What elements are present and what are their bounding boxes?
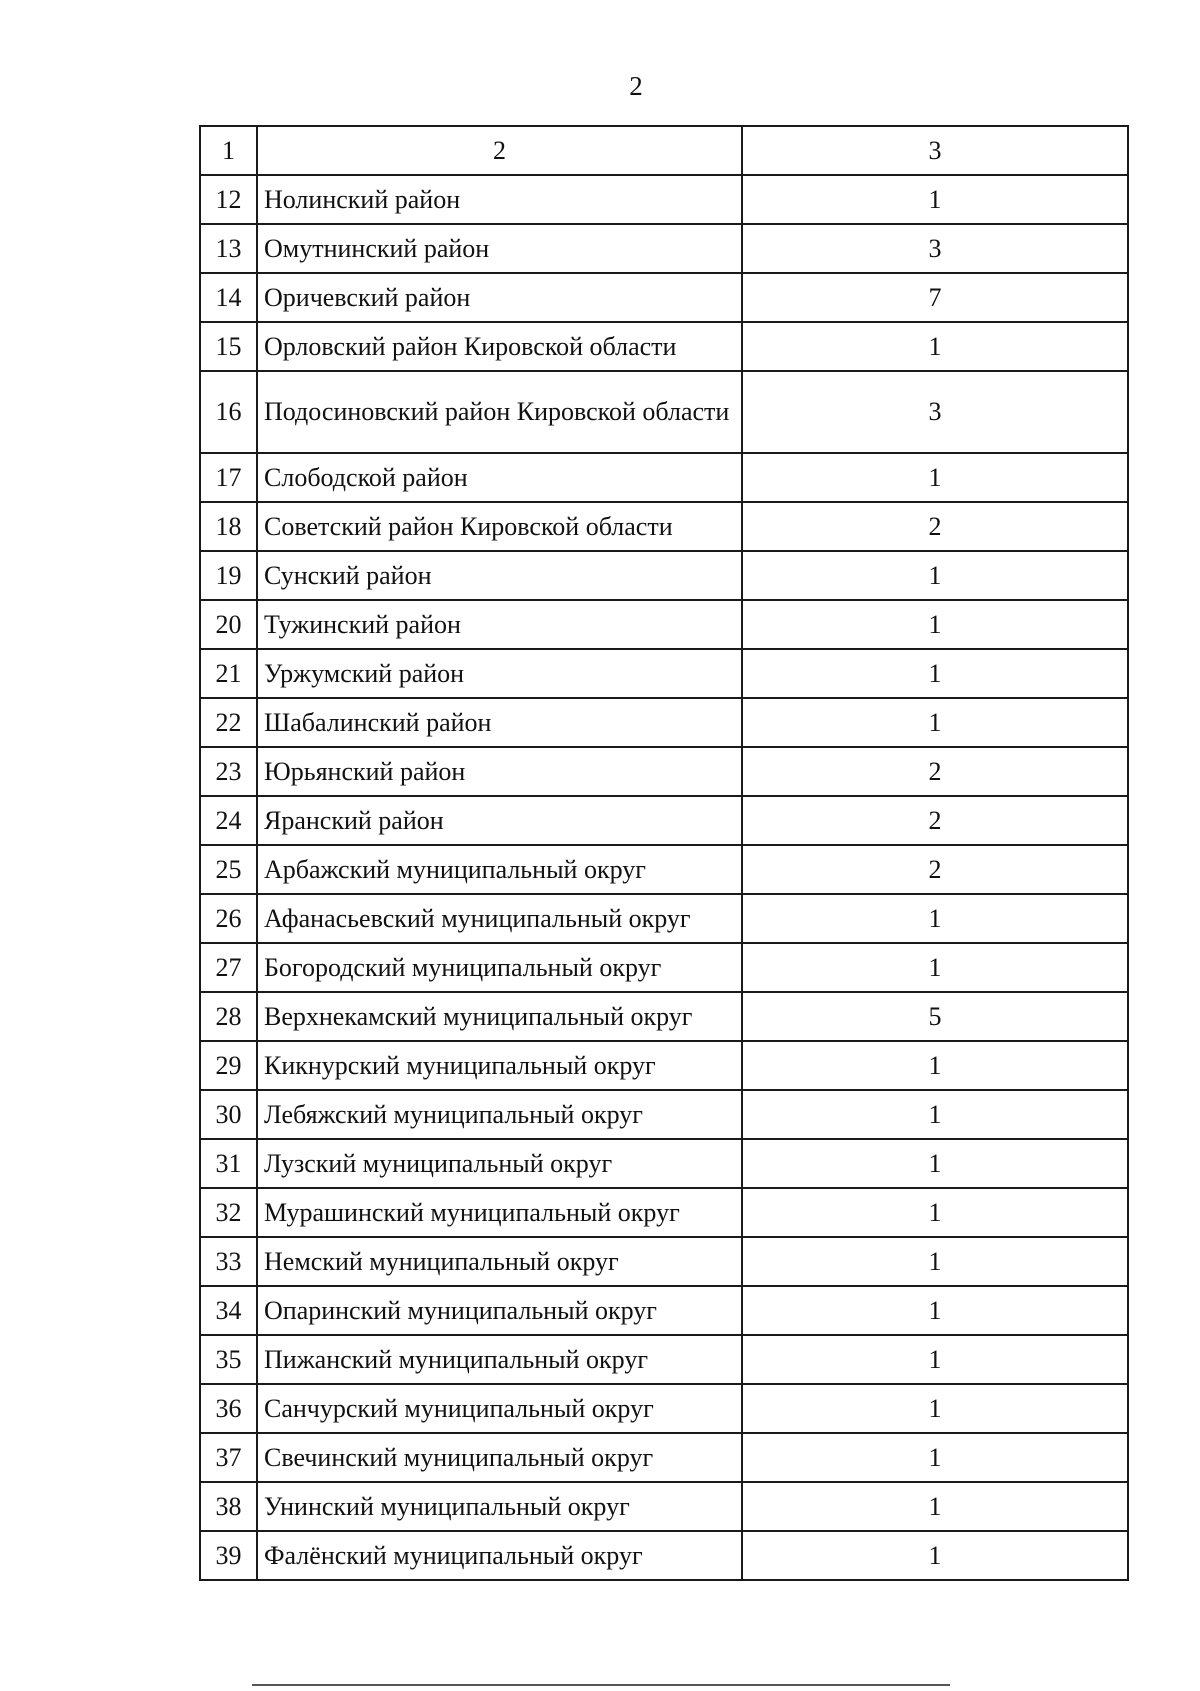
- municipality-name: Тужинский район: [257, 600, 742, 649]
- row-number: 32: [200, 1188, 257, 1237]
- row-value: 1: [742, 1286, 1128, 1335]
- row-value: 1: [742, 551, 1128, 600]
- table-row: [200, 175, 1128, 224]
- row-value: 2: [742, 796, 1128, 845]
- row-number: 38: [200, 1482, 257, 1531]
- municipality-name: Слободской район: [257, 453, 742, 502]
- row-value: 3: [742, 224, 1128, 273]
- municipality-name: Пижанский муниципальный округ: [257, 1335, 742, 1384]
- municipality-name: Омутнинский район: [257, 224, 742, 273]
- table-row: [200, 502, 1128, 551]
- table-row: [200, 1335, 1128, 1384]
- municipality-name: Лузский муниципальный округ: [257, 1139, 742, 1188]
- row-number: 18: [200, 502, 257, 551]
- table-header-row: [200, 126, 1128, 175]
- row-number: 31: [200, 1139, 257, 1188]
- row-number: 21: [200, 649, 257, 698]
- row-number: 26: [200, 894, 257, 943]
- municipality-name: Оричевский район: [257, 273, 742, 322]
- row-value: 1: [742, 1237, 1128, 1286]
- row-number: 35: [200, 1335, 257, 1384]
- row-number: 34: [200, 1286, 257, 1335]
- table-row: [200, 273, 1128, 322]
- table-row: [200, 1188, 1128, 1237]
- municipality-table: [199, 125, 1129, 1581]
- table-row: [200, 1139, 1128, 1188]
- municipality-name: Фалёнский муниципальный округ: [257, 1531, 742, 1580]
- row-number: 29: [200, 1041, 257, 1090]
- row-value: 3: [742, 371, 1128, 453]
- row-value: 1: [742, 1090, 1128, 1139]
- row-value: 1: [742, 1188, 1128, 1237]
- table-row: [200, 322, 1128, 371]
- municipality-name: Опаринский муниципальный округ: [257, 1286, 742, 1335]
- footer-divider: [252, 1684, 950, 1686]
- municipality-name: Богородский муниципальный округ: [257, 943, 742, 992]
- municipality-name: Советский район Кировской области: [257, 502, 742, 551]
- row-value: 2: [742, 502, 1128, 551]
- row-value: 1: [742, 1335, 1128, 1384]
- row-value: 1: [742, 1433, 1128, 1482]
- municipality-name: Подосиновский район Кировской области: [257, 371, 742, 453]
- row-value: 1: [742, 322, 1128, 371]
- row-value: 1: [742, 1482, 1128, 1531]
- row-value: 1: [742, 649, 1128, 698]
- municipality-name: Яранский район: [257, 796, 742, 845]
- municipality-name: Шабалинский район: [257, 698, 742, 747]
- row-value: 1: [742, 698, 1128, 747]
- table-row: [200, 943, 1128, 992]
- table-row: [200, 1237, 1128, 1286]
- table-row: [200, 992, 1128, 1041]
- row-number: 25: [200, 845, 257, 894]
- row-value: 1: [742, 1384, 1128, 1433]
- municipality-name: Свечинский муниципальный округ: [257, 1433, 742, 1482]
- table-row: [200, 1531, 1128, 1580]
- row-value: 1: [742, 894, 1128, 943]
- municipality-name: Уржумский район: [257, 649, 742, 698]
- municipality-name: Санчурский муниципальный округ: [257, 1384, 742, 1433]
- row-number: 24: [200, 796, 257, 845]
- row-value: 1: [742, 1531, 1128, 1580]
- table-row: [200, 1286, 1128, 1335]
- row-number: 36: [200, 1384, 257, 1433]
- table-row: [200, 1041, 1128, 1090]
- header-col-3: 3: [742, 126, 1128, 175]
- table-row: [200, 796, 1128, 845]
- municipality-name: Нолинский район: [257, 175, 742, 224]
- table-row: [200, 845, 1128, 894]
- municipality-name: Сунский район: [257, 551, 742, 600]
- table-row: [200, 1090, 1128, 1139]
- table-row: [200, 1384, 1128, 1433]
- row-value: 1: [742, 600, 1128, 649]
- row-number: 27: [200, 943, 257, 992]
- municipality-name: Немский муниципальный округ: [257, 1237, 742, 1286]
- row-number: 13: [200, 224, 257, 273]
- row-number: 22: [200, 698, 257, 747]
- table-row: [200, 371, 1128, 453]
- municipality-name: Арбажский муниципальный округ: [257, 845, 742, 894]
- row-value: 1: [742, 453, 1128, 502]
- table-row: [200, 1482, 1128, 1531]
- row-number: 33: [200, 1237, 257, 1286]
- row-value: 1: [742, 175, 1128, 224]
- row-number: 28: [200, 992, 257, 1041]
- municipality-name: Орловский район Кировской области: [257, 322, 742, 371]
- row-number: 12: [200, 175, 257, 224]
- row-value: 2: [742, 845, 1128, 894]
- row-value: 7: [742, 273, 1128, 322]
- row-number: 17: [200, 453, 257, 502]
- header-col-2: 2: [257, 126, 742, 175]
- row-value: 1: [742, 943, 1128, 992]
- row-number: 14: [200, 273, 257, 322]
- table-row: [200, 453, 1128, 502]
- table-row: [200, 224, 1128, 273]
- table-row: [200, 551, 1128, 600]
- row-value: 5: [742, 992, 1128, 1041]
- municipality-name: Верхнекамский муниципальный округ: [257, 992, 742, 1041]
- table-row: [200, 1433, 1128, 1482]
- row-number: 19: [200, 551, 257, 600]
- municipality-name: Афанасьевский муниципальный округ: [257, 894, 742, 943]
- municipality-name: Юрьянский район: [257, 747, 742, 796]
- municipality-name: Мурашинский муниципальный округ: [257, 1188, 742, 1237]
- row-value: 1: [742, 1041, 1128, 1090]
- row-number: 37: [200, 1433, 257, 1482]
- row-number: 30: [200, 1090, 257, 1139]
- row-number: 39: [200, 1531, 257, 1580]
- row-number: 23: [200, 747, 257, 796]
- row-value: 2: [742, 747, 1128, 796]
- municipality-name: Лебяжский муниципальный округ: [257, 1090, 742, 1139]
- row-number: 20: [200, 600, 257, 649]
- table-row: [200, 894, 1128, 943]
- municipality-name: Кикнурский муниципальный округ: [257, 1041, 742, 1090]
- table-row: [200, 747, 1128, 796]
- row-value: 1: [742, 1139, 1128, 1188]
- row-number: 16: [200, 371, 257, 453]
- table-row: [200, 698, 1128, 747]
- table-row: [200, 600, 1128, 649]
- table-body: [200, 126, 1128, 1580]
- page-number: 2: [629, 71, 643, 101]
- table-row: [200, 649, 1128, 698]
- row-number: 15: [200, 322, 257, 371]
- header-col-1: 1: [200, 126, 257, 175]
- municipality-name: Унинский муниципальный округ: [257, 1482, 742, 1531]
